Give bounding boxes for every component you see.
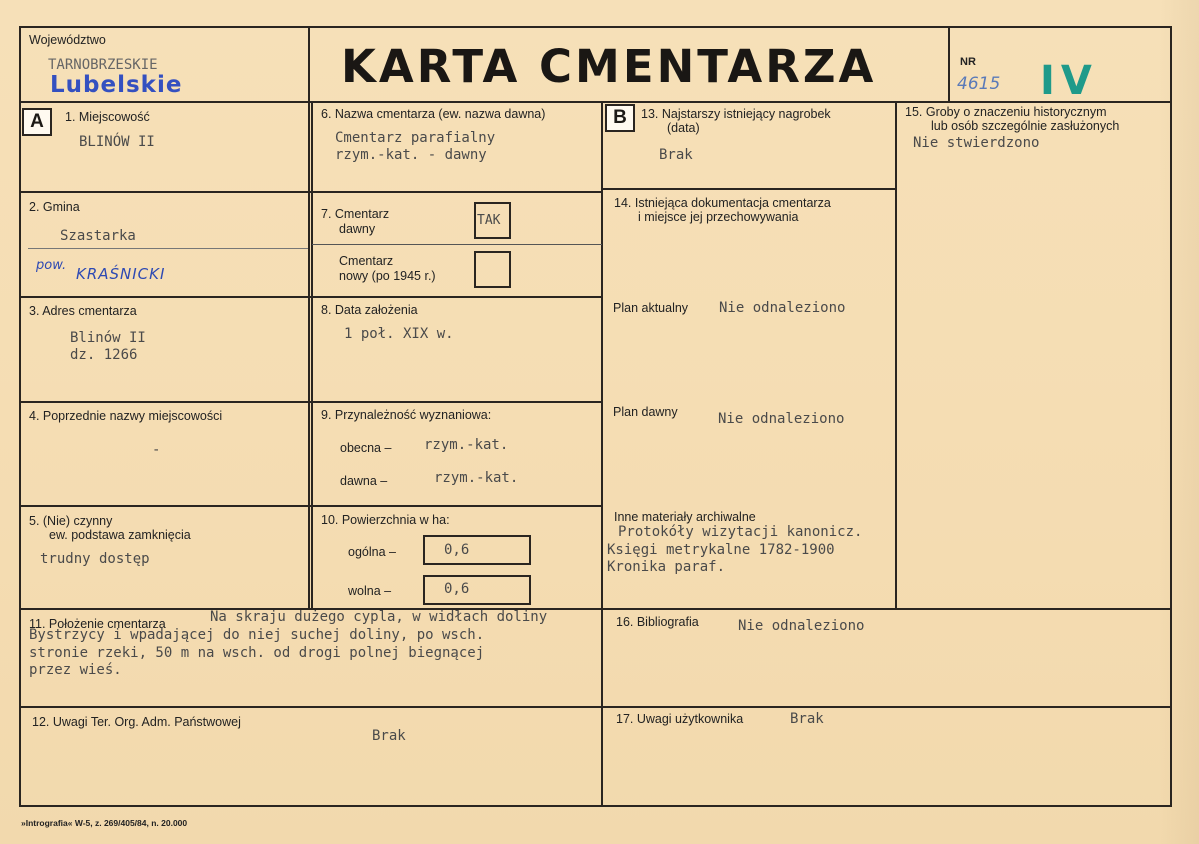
- f9-obecna-label: obecna –: [340, 441, 392, 455]
- f16-label: 16. Bibliografia: [616, 615, 699, 629]
- f8-value: 1 poł. XIX w.: [344, 326, 454, 342]
- f9-obecna-value: rzym.-kat.: [424, 437, 509, 453]
- f9-dawna-value: rzym.-kat.: [434, 470, 519, 486]
- f14-label-line1: 14. Istniejąca dokumentacja cmentarza: [614, 196, 831, 210]
- printer-imprint: »Intrografia« W-5, z. 269/405/84, n. 20.000: [21, 818, 188, 828]
- section-a-marker: A: [22, 108, 52, 136]
- voivodeship-label: Województwo: [29, 33, 106, 47]
- inne-line2: Księgi metrykalne 1782-1900: [607, 542, 835, 558]
- f9-label: 9. Przynależność wyznaniowa:: [321, 408, 492, 422]
- f5-label-line1: 5. (Nie) czynny: [29, 514, 113, 528]
- voivodeship-old-stamp: TARNOBRZESKIE: [48, 57, 158, 73]
- f3-line2: dz. 1266: [70, 347, 138, 363]
- card-title: KARTA CMENTARZA: [341, 40, 877, 93]
- f2-pow-prefix: pow.: [36, 258, 67, 273]
- f12-label: 12. Uwagi Ter. Org. Adm. Państwowej: [32, 715, 241, 729]
- f7-nowy-label-2: nowy (po 1945 r.): [339, 269, 436, 283]
- f3-label: 3. Adres cmentarza: [29, 304, 137, 318]
- f13-label-line1: 13. Najstarszy istniejący nagrobek: [641, 107, 831, 121]
- f15-label-line1: 15. Groby o znaczeniu historycznym: [905, 105, 1107, 119]
- f10-wolna-label: wolna –: [348, 584, 392, 598]
- f6-label: 6. Nazwa cmentarza (ew. nazwa dawna): [321, 107, 546, 121]
- f1-label: 1. Miejscowość: [65, 110, 150, 124]
- f6-line1: Cmentarz parafialny: [335, 130, 496, 146]
- inne-materialy-label: Inne materiały archiwalne: [614, 510, 756, 524]
- f11-line2: Bystrzycy i wpadającej do niej suchej doliny, po wsch.: [29, 627, 485, 643]
- f11-line1: Na skraju dużego cypla, w widłach doliny: [210, 609, 548, 625]
- f1-value: BLINÓW II: [79, 134, 155, 150]
- plan-aktualny-value: Nie odnaleziono: [719, 300, 846, 316]
- f2-value: Szastarka: [60, 228, 136, 244]
- nr-label: NR: [960, 56, 976, 68]
- f6-line2: rzym.-kat. - dawny: [335, 147, 487, 163]
- f8-label: 8. Data założenia: [321, 303, 418, 317]
- f7-dawny-label-2: dawny: [339, 222, 376, 236]
- f11-line3: stronie rzeki, 50 m na wsch. od drogi polnej biegnącej: [29, 645, 485, 661]
- paper-edge-shadow: [1159, 0, 1199, 844]
- f15-value: Nie stwierdzono: [913, 135, 1040, 151]
- plan-dawny-value: Nie odnaleziono: [718, 411, 845, 427]
- f16-value: Nie odnaleziono: [738, 618, 865, 634]
- f7-dawny-value: TAK: [477, 213, 501, 228]
- f11-label: 11. Położenie cmentarza: [29, 617, 166, 631]
- f2-label: 2. Gmina: [29, 200, 80, 214]
- f5-label-line2: ew. podstawa zamknięcia: [49, 528, 191, 542]
- f5-value: trudny dostęp: [40, 551, 150, 567]
- voivodeship-new-stamp: Lubelskie: [50, 72, 183, 98]
- plan-aktualny-label: Plan aktualny: [613, 301, 689, 315]
- f17-label: 17. Uwagi użytkownika: [616, 712, 744, 726]
- inne-line1: Protokóły wizytacji kanonicz.: [618, 524, 863, 540]
- f13-value: Brak: [659, 147, 693, 163]
- section-b-marker: B: [605, 104, 635, 132]
- f12-value: Brak: [372, 728, 406, 744]
- f10-ogolna-value: 0,6: [444, 542, 470, 558]
- f10-label: 10. Powierzchnia w ha:: [321, 513, 450, 527]
- f7-dawny-label-1: 7. Cmentarz: [321, 207, 390, 221]
- f17-value: Brak: [790, 711, 824, 727]
- f15-label-line2: lub osób szczególnie zasłużonych: [931, 119, 1120, 133]
- nr-mark: IV: [1040, 58, 1098, 104]
- f3-line1: Blinów II: [70, 330, 146, 346]
- f14-label-line2: i miejsce jej przechowywania: [638, 210, 799, 224]
- f10-wolna-box[interactable]: [423, 575, 531, 605]
- f2-pow-value: KRAŚNICKI: [76, 265, 166, 283]
- f7-nowy-label-1: Cmentarz: [339, 254, 394, 268]
- f10-ogolna-label: ogólna –: [348, 545, 396, 559]
- nr-value: 4615: [957, 74, 1001, 94]
- f9-dawna-label: dawna –: [340, 474, 388, 488]
- f7-dawny-checkbox[interactable]: [474, 202, 511, 239]
- f4-value: -: [152, 442, 161, 458]
- inne-line3: Kronika paraf.: [607, 559, 726, 575]
- f7-nowy-checkbox[interactable]: [474, 251, 511, 288]
- f4-label: 4. Poprzednie nazwy miejscowości: [29, 409, 223, 423]
- plan-dawny-label: Plan dawny: [613, 405, 678, 419]
- f10-ogolna-box[interactable]: [423, 535, 531, 565]
- f11-line4: przez wieś.: [29, 662, 122, 678]
- f13-label-line2: (data): [667, 121, 700, 135]
- f10-wolna-value: 0,6: [444, 581, 470, 597]
